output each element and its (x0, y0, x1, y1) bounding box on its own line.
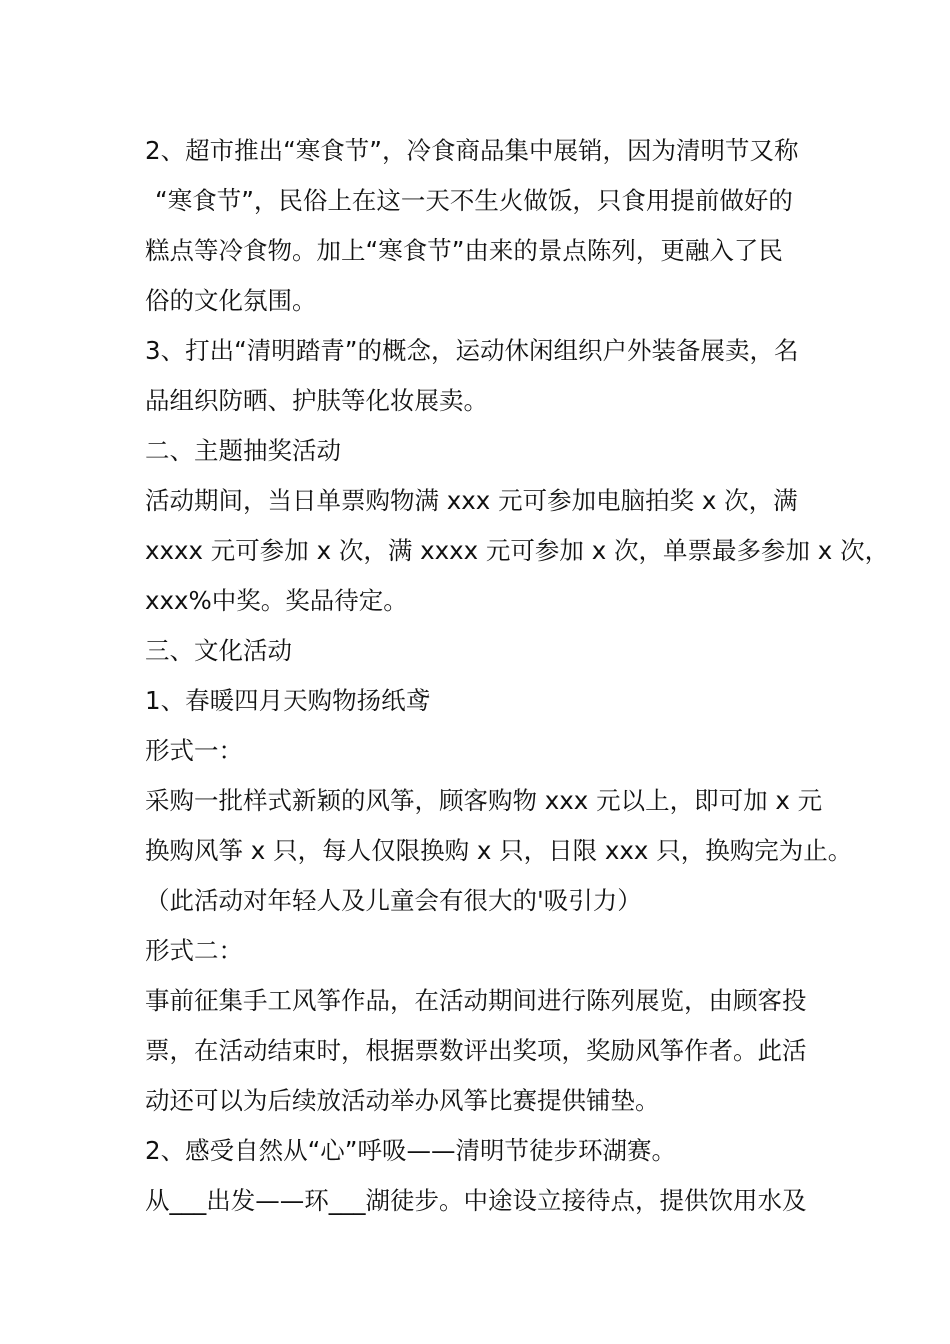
paragraph-line: 品组织防晒、护肤等化妆展卖。 (145, 386, 488, 415)
section-heading: 三、文化活动 (145, 636, 292, 665)
subsection-heading: 1、春暖四月天购物扬纸鸢 (145, 686, 431, 715)
paragraph-line: 采购一批样式新颖的风筝，顾客购物 xxx 元以上，即可加 x 元 (145, 786, 823, 815)
paragraph-line: “寒食节”，民俗上在这一天不生火做饭，只食用提前做好的 (155, 186, 793, 215)
paragraph-line: 票，在活动结束时，根据票数评出奖项，奖励风筝作者。此活 (145, 1036, 807, 1065)
paragraph-line: 糕点等冷食物。加上“寒食节”由来的景点陈列，更融入了民 (145, 236, 783, 265)
paragraph-line: 2、超市推出“寒食节”，冷食商品集中展销，因为清明节又称 (145, 136, 799, 165)
paragraph-line: xxx%中奖。奖品待定。 (145, 586, 408, 615)
paragraph-line: （此活动对年轻人及儿童会有很大的'吸引力） (145, 886, 642, 915)
paragraph-line: 动还可以为后续放活动举办风筝比赛提供铺垫。 (145, 1086, 660, 1115)
paragraph-line: 事前征集手工风筝作品，在活动期间进行陈列展览，由顾客投 (145, 986, 807, 1015)
paragraph-line: 活动期间，当日单票购物满 xxx 元可参加电脑拍奖 x 次，满 (145, 486, 798, 515)
paragraph-line: xxxx 元可参加 x 次，满 xxxx 元可参加 x 次，单票最多参加 x 次， (145, 536, 890, 565)
paragraph-line: 从___出发——环___湖徒步。中途设立接待点，提供饮用水及 (145, 1186, 807, 1215)
form-label: 形式一： (145, 736, 243, 765)
section-heading: 二、主题抽奖活动 (145, 436, 341, 465)
paragraph-line: 俗的文化氛围。 (145, 286, 317, 315)
paragraph-line: 换购风筝 x 只，每人仅限换购 x 只，日限 xxx 只，换购完为止。 (145, 836, 853, 865)
document-body (145, 126, 890, 1226)
paragraph-line: 3、打出“清明踏青”的概念，运动休闲组织户外装备展卖，名 (145, 336, 799, 365)
subsection-heading: 2、感受自然从“心”呼吸——清明节徒步环湖赛。 (145, 1136, 676, 1165)
form-label: 形式二： (145, 936, 243, 965)
